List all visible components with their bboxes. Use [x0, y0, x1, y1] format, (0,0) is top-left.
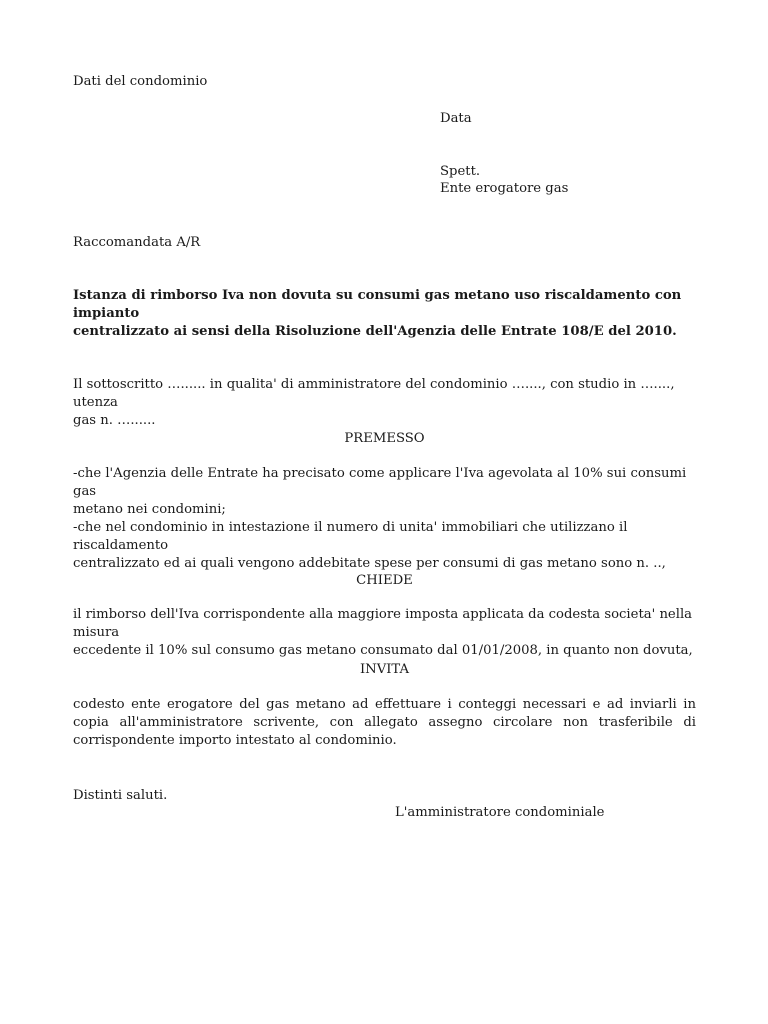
delivery-method: Raccomandata A/R	[73, 235, 201, 250]
intro-line-1: Il sottoscritto …...... in qualita' di amministratore del condominio …...., con studio in …...., utenza	[73, 377, 675, 410]
chiede-paragraph	[73, 606, 696, 660]
premesso-point-1-line-2: metano nei condomini;	[73, 502, 226, 517]
intro-line-2: gas n. …......	[73, 413, 156, 428]
premesso-points	[73, 465, 696, 573]
premesso-point-2-line-1: -che nel condominio in intestazione il numero di unita' immobiliari che utilizzano il riscaldamento	[73, 520, 628, 553]
recipient-name: Ente erogatore gas	[440, 181, 569, 196]
chiede-line-1: il rimborso dell'Iva corrispondente alla maggiore imposta applicata da codesta societa' nella misura	[73, 607, 693, 640]
chiede-line-2: eccedente il 10% sul consumo gas metano consumato dal 01/01/2008, in quanto non dovuta,	[73, 643, 693, 658]
date-label: Data	[440, 111, 472, 126]
invita-heading: INVITA	[359, 662, 410, 677]
closing-greeting: Distinti saluti.	[73, 788, 168, 803]
invita-paragraph: codesto ente erogatore del gas metano ad effettuare i conteggi necessari e ad inviarli in copia all'amministratore scrivente, con allegato assegno circolare non trasferibile di corrispondente importo intestato al condominio.	[73, 697, 696, 748]
premesso-point-2-line-2: centralizzato ed ai quali vengono addebitate spese per consumi di gas metano sono n. ..,	[73, 556, 666, 571]
intro-paragraph	[73, 376, 696, 430]
chiede-heading: CHIEDE	[356, 573, 413, 588]
signature: L'amministratore condominiale	[395, 805, 605, 820]
subject-line-1: Istanza di rimborso Iva non dovuta su consumi gas metano uso riscaldamento con impianto	[73, 288, 682, 321]
sender-label: Dati del condominio	[73, 74, 208, 89]
premesso-point-1-line-1: -che l'Agenzia delle Entrate ha precisato come applicare l'Iva agevolata al 10% sui consumi gas	[73, 466, 687, 499]
premesso-heading: PREMESSO	[344, 431, 425, 446]
subject-line-2: centralizzato ai sensi della Risoluzione dell'Agenzia delle Entrate 108/E del 2010.	[73, 324, 677, 339]
subject	[73, 287, 696, 341]
recipient-salutation: Spett.	[440, 164, 481, 179]
